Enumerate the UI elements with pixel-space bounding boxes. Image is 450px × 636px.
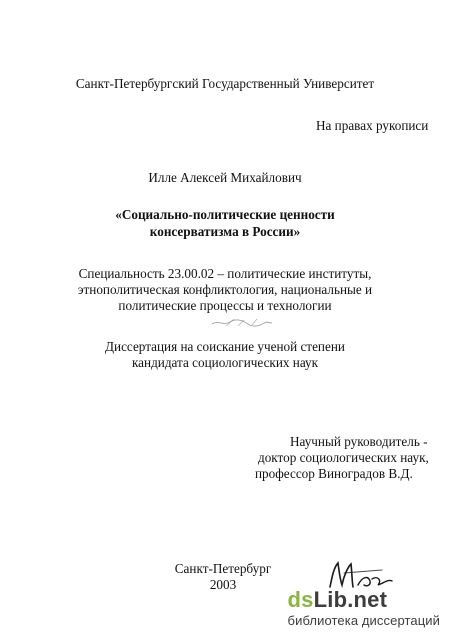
dslib-logo-lib: Lib.net [313, 587, 388, 612]
rights-notice: На правах рукописи [316, 118, 429, 133]
specialty-line-3: политические процессы и технологии [118, 298, 332, 313]
dslib-tagline: библиотека диссертаций [287, 613, 440, 628]
university-name: Санкт-Петербургский Государственный Университет [75, 76, 375, 91]
degree-line-1: Диссертация на соискание ученой степени [105, 339, 345, 354]
title-line-2: консерватизма в России» [149, 224, 301, 239]
dslib-logo [288, 589, 440, 611]
place: Санкт-Петербург [174, 561, 272, 576]
author-name: Илле Алексей Михайлович [148, 170, 302, 185]
specialty-line-2: этнополитическая конфликтология, национальные и [77, 282, 373, 297]
supervisor-line-3: профессор Виноградов В.Д. [255, 466, 413, 481]
faint-stamp-mark [208, 316, 278, 330]
supervisor-line-1: Научный руководитель - [290, 434, 428, 449]
title-line-1: «Социально-политические ценности [115, 207, 335, 222]
specialty-line-1: Специальность 23.00.02 – политические институты, [78, 266, 372, 281]
year: 2003 [209, 577, 237, 592]
supervisor-line-2: доктор социологических наук, [258, 450, 429, 465]
dslib-watermark [288, 589, 440, 628]
dslib-logo-ds: ds [287, 587, 314, 612]
degree-line-2: кандидата социологических наук [131, 355, 319, 370]
